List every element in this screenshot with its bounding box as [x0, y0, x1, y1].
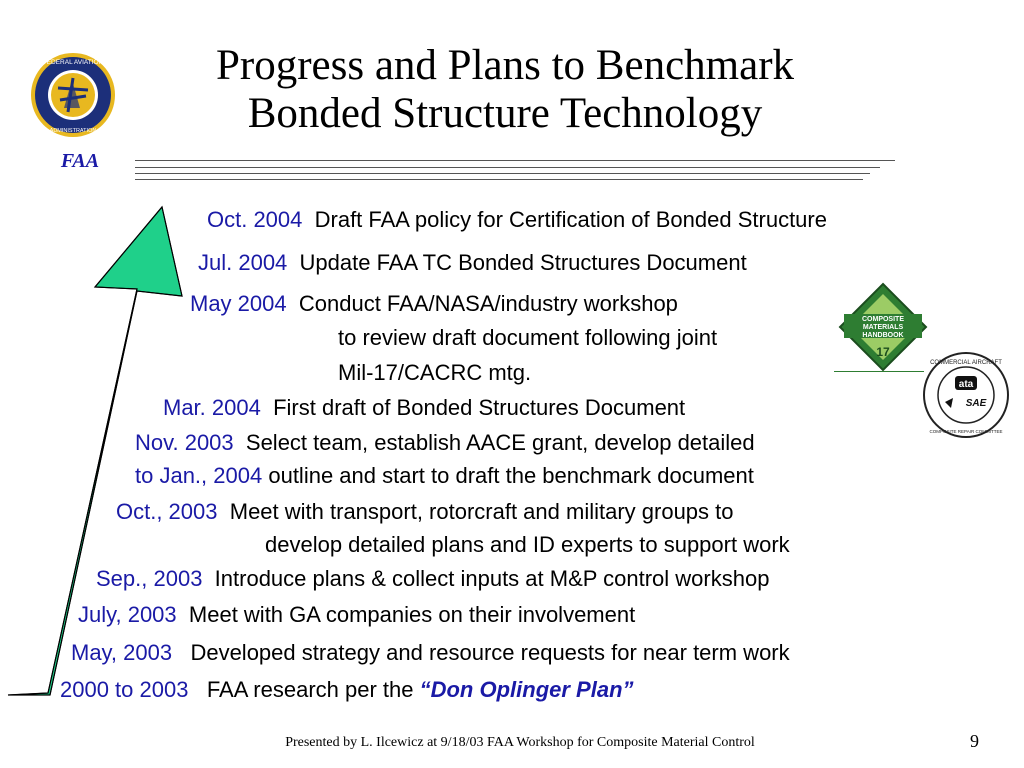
cacrc-ata-text: ata [958, 379, 974, 390]
entry-text: FAA research per the [206, 677, 414, 702]
title-line-1: Progress and Plans to Benchmark [215, 42, 795, 89]
composite-materials-handbook-logo [838, 282, 928, 372]
entry-text: Meet with transport, rotorcraft and military groups to [229, 499, 734, 524]
cacrc-logo [921, 350, 1011, 440]
entry-text: Select team, establish AACE grant, develop detailed [245, 430, 755, 455]
entry-text: Meet with GA companies on their involvement [188, 602, 636, 627]
logo-divider [834, 371, 924, 372]
oplinger-plan-highlight: “Don Oplinger Plan” [419, 677, 634, 702]
timeline-entry-may-2004-cont2: Mil-17/CACRC mtg. [338, 360, 532, 385]
entry-date: July, 2003 [78, 602, 177, 627]
faa-label: FAA [60, 150, 100, 172]
title-rule-3 [135, 173, 870, 174]
entry-date-2: to Jan., 2004 [135, 463, 263, 488]
timeline-entry-jul-2004 [198, 250, 747, 276]
entry-date: May 2004 [190, 291, 287, 316]
cacrc-bottom-text: COMPOSITE REPAIR COMMITTEE [929, 429, 1003, 434]
entry-date: Sep., 2003 [96, 566, 203, 591]
entry-date: Oct., 2003 [116, 499, 218, 524]
timeline-entry-oct-2004 [207, 207, 827, 233]
page-title [140, 42, 870, 138]
entry-text: First draft of Bonded Structures Document [273, 395, 686, 420]
timeline-entry-nov-2003-cont [135, 463, 754, 489]
entry-date: May, 2003 [71, 640, 173, 665]
timeline-entry-nov-2003 [135, 430, 755, 456]
entry-date: 2000 to 2003 [60, 677, 189, 702]
entry-text: Conduct FAA/NASA/industry workshop [298, 291, 678, 316]
timeline-entry-oct-2003-cont: develop detailed plans and ID experts to support work [265, 532, 790, 557]
entry-text: Update FAA TC Bonded Structures Document [299, 250, 747, 275]
page-number: 9 [970, 731, 979, 751]
entry-text-cont: outline and start to draft the benchmark document [268, 463, 754, 488]
entry-text: Developed strategy and resource requests for near term work [190, 640, 790, 665]
timeline-entry-mar-2004 [163, 395, 685, 421]
entry-date: Mar. 2004 [163, 395, 261, 420]
faa-seal-top-text: FEDERAL AVIATION [42, 59, 104, 66]
handbook-text-1: COMPOSITE [861, 316, 905, 323]
entry-date: Jul. 2004 [198, 250, 288, 275]
entry-text: Draft FAA policy for Certification of Bonded Structure [314, 207, 827, 232]
timeline-entry-jul-2003 [78, 602, 635, 628]
timeline-entry-sep-2003 [96, 566, 769, 592]
handbook-text-2: MATERIALS [862, 324, 904, 331]
entry-text: Introduce plans & collect inputs at M&P control workshop [214, 566, 770, 591]
handbook-text-3: HANDBOOK [862, 332, 904, 339]
timeline-entry-oct-2003 [116, 499, 734, 525]
progress-arrow [0, 0, 220, 700]
faa-seal-bottom-text: ADMINISTRATION [49, 128, 97, 134]
cacrc-top-text: COMMERCIAL AIRCRAFT [930, 360, 1002, 366]
title-rule-4 [135, 179, 863, 180]
title-rule-2 [135, 167, 880, 168]
timeline-entry-may-2004 [190, 291, 678, 317]
title-line-2: Bonded Structure Technology [247, 90, 763, 137]
cacrc-sae-text: SAE [965, 398, 987, 409]
timeline-entry-2000-2003 [60, 677, 634, 703]
entry-date: Nov. 2003 [135, 430, 234, 455]
handbook-number: 17 [876, 345, 890, 359]
timeline-entry-may-2003 [71, 640, 790, 666]
title-rule-1 [135, 160, 895, 161]
entry-date: Oct. 2004 [207, 207, 303, 232]
footer-presenter: Presented by L. Ilcewicz at 9/18/03 FAA Workshop for Composite Material Control [285, 735, 755, 750]
timeline-entry-may-2004-cont1: to review draft document following joint [338, 325, 718, 350]
